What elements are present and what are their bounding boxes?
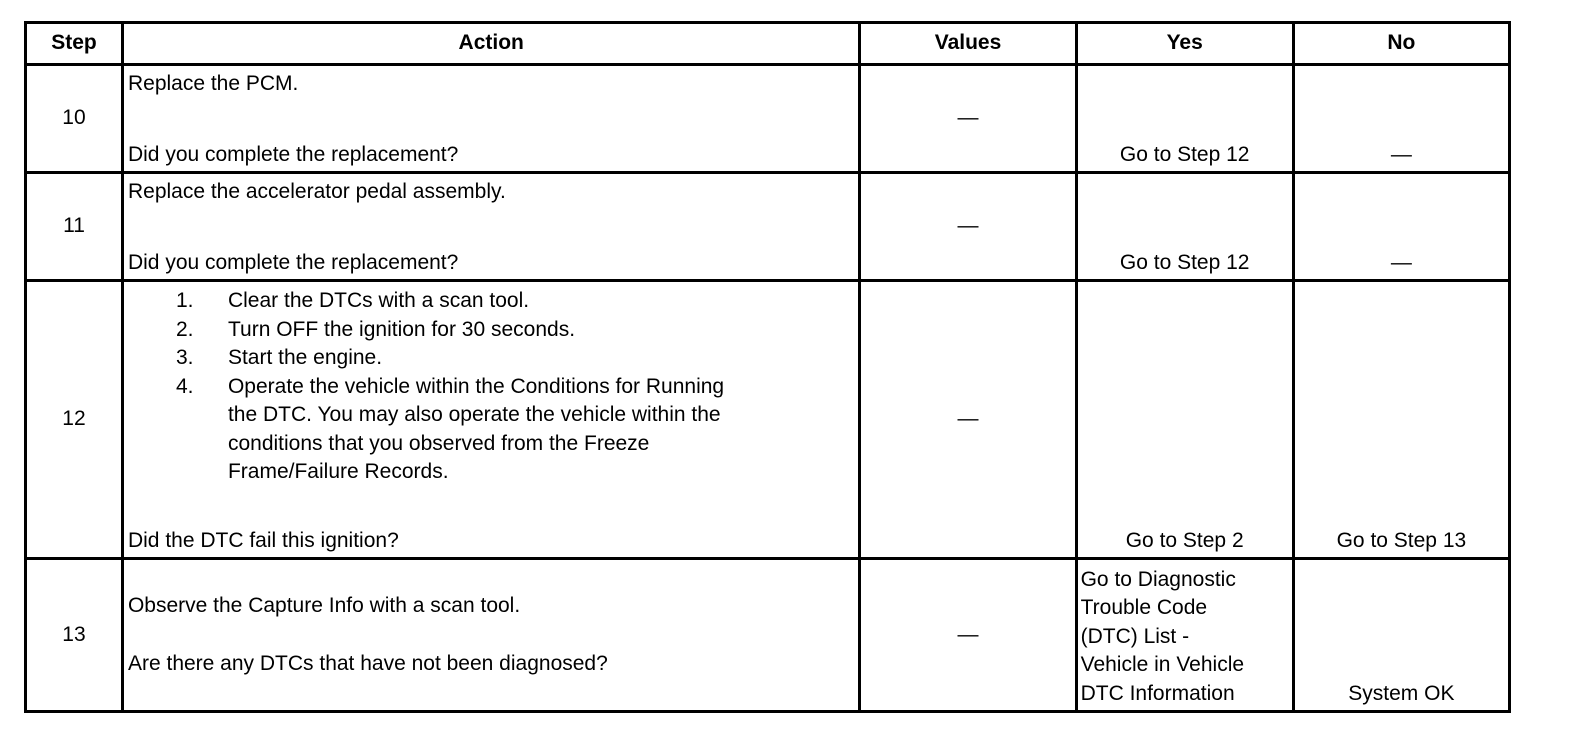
list-item: 1. Clear the DTCs with a scan tool. bbox=[175, 289, 530, 312]
no-cell bbox=[1293, 65, 1509, 173]
step-number: 12 bbox=[26, 281, 123, 559]
yes-link[interactable]: Go to Diagnostic Trouble Code (DTC) List - Vehicle in Vehicle DTC Information bbox=[1080, 567, 1245, 705]
action-question: Did you complete the replacement? bbox=[127, 250, 459, 274]
no-link[interactable]: Go to Step 13 bbox=[1336, 528, 1467, 552]
header-step: Step bbox=[26, 23, 123, 65]
action-cell bbox=[122, 281, 859, 559]
action-text: Replace the accelerator pedal assembly. bbox=[127, 180, 506, 203]
action-cell bbox=[122, 559, 859, 712]
yes-cell bbox=[1076, 281, 1293, 559]
yes-cell bbox=[1076, 65, 1293, 173]
header-action: Action bbox=[122, 23, 859, 65]
action-cell bbox=[122, 173, 859, 281]
no-value: System OK bbox=[1348, 681, 1455, 705]
yes-link[interactable]: Go to Step 2 bbox=[1125, 528, 1244, 552]
header-no: No bbox=[1293, 23, 1509, 65]
yes-cell bbox=[1076, 559, 1293, 712]
action-text: Replace the PCM. bbox=[127, 72, 299, 95]
header-row bbox=[26, 23, 1510, 65]
list-item: 3. Start the engine. bbox=[175, 346, 383, 369]
no-cell bbox=[1293, 281, 1509, 559]
no-value: — bbox=[1390, 250, 1412, 274]
table-row-step-12 bbox=[26, 281, 1510, 559]
values-cell: — bbox=[860, 559, 1076, 712]
step-number: 10 bbox=[26, 65, 123, 173]
yes-cell bbox=[1076, 173, 1293, 281]
diagnostic-table bbox=[24, 21, 1511, 713]
action-steps-list bbox=[124, 287, 824, 487]
action-cell bbox=[122, 65, 859, 173]
step-number: 11 bbox=[26, 173, 123, 281]
no-value: — bbox=[1390, 142, 1412, 166]
values-cell: — bbox=[860, 65, 1076, 173]
action-question: Did you complete the replacement? bbox=[127, 142, 459, 166]
action-question: Did the DTC fail this ignition? bbox=[127, 528, 399, 552]
list-item: 2. Turn OFF the ignition for 30 seconds. bbox=[175, 317, 576, 341]
table-row-step-11 bbox=[26, 173, 1510, 281]
no-cell bbox=[1293, 559, 1509, 712]
header-yes: Yes bbox=[1076, 23, 1293, 65]
yes-link[interactable]: Go to Step 12 bbox=[1119, 142, 1250, 166]
action-text: Observe the Capture Info with a scan tool. bbox=[127, 594, 521, 617]
yes-link[interactable]: Go to Step 12 bbox=[1119, 250, 1250, 274]
table-row-step-10 bbox=[26, 65, 1510, 173]
list-item: 4. Operate the vehicle within the Conditions for Running the DTC. You may also operate the vehicle within the conditions that you observed from the Freeze Frame/Failure Records. bbox=[175, 374, 725, 483]
table-row-step-13 bbox=[26, 559, 1510, 712]
step-number: 13 bbox=[26, 559, 123, 712]
no-cell bbox=[1293, 173, 1509, 281]
values-cell: — bbox=[860, 281, 1076, 559]
values-cell: — bbox=[860, 173, 1076, 281]
header-values: Values bbox=[860, 23, 1076, 65]
action-question: Are there any DTCs that have not been diagnosed? bbox=[127, 652, 608, 675]
